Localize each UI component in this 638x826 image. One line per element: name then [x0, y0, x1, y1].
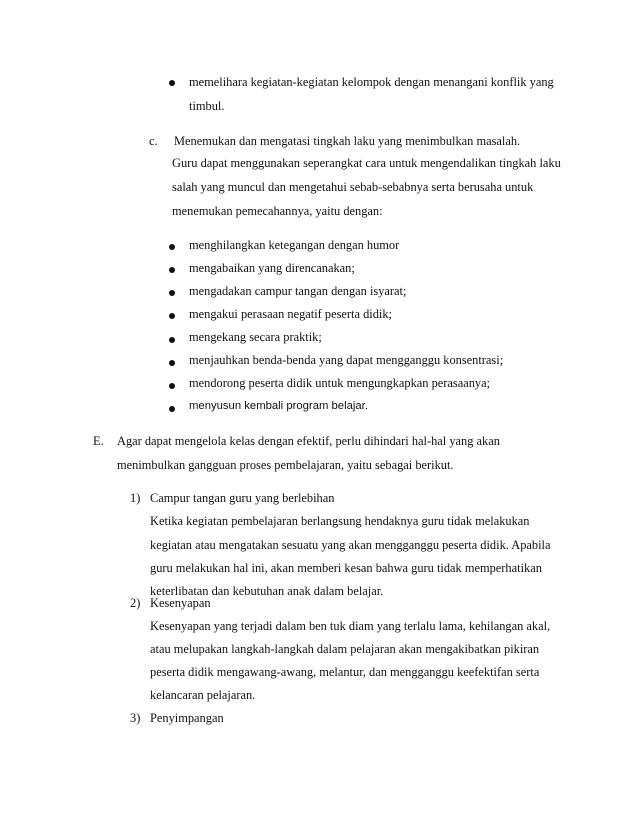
list-item: mengabaikan yang direncanakan;: [189, 261, 355, 275]
bullet-text: memelihara kegiatan-kegiatan kelompok dengan menangani konflik yang: [189, 75, 554, 89]
item-number: 1): [130, 491, 141, 505]
section-c-heading: Menemukan dan mengatasi tingkah laku yang menimbulkan masalah.: [174, 134, 521, 148]
item-body-line: atau melupakan langkah-langkah dalam pelajaran akan mengakibatkan pikiran: [150, 642, 540, 656]
list-item: mengakui perasaan negatif peserta didik;: [189, 307, 392, 321]
bullet-dot: [169, 313, 175, 319]
bullet-dot: [169, 406, 175, 412]
item-body-line: kelancaran pelajaran.: [150, 688, 256, 702]
item-body-line: Ketika kegiatan pembelajaran berlangsung hendaknya guru tidak melakukan: [150, 514, 530, 528]
list-item: mengadakan campur tangan dengan isyarat;: [189, 284, 407, 298]
section-e-marker: E.: [93, 434, 104, 448]
section-e-intro: Agar dapat mengelola kelas dengan efektif, perlu dihindari hal-hal yang akan: [117, 434, 500, 448]
section-c-marker: c.: [149, 134, 158, 148]
list-item: menyusun kembali program belajar.: [189, 400, 368, 412]
bullet-dot: [169, 80, 175, 86]
list-item: mendorong peserta didik untuk mengungkapkan perasaanya;: [189, 376, 491, 390]
bullet-dot: [169, 383, 175, 389]
item-title: Campur tangan guru yang berlebihan: [150, 491, 335, 505]
item-body-line: guru melakukan hal ini, akan memberi kesan bahwa guru tidak memperhatikan: [150, 561, 542, 575]
item-body-line: Kesenyapan yang terjadi dalam ben tuk diam yang terlalu lama, kehilangan akal,: [150, 619, 551, 633]
item-body-line: peserta didik mengawang-awang, melantur, dan mengganggu keefektifan serta: [150, 665, 540, 679]
item-body-line: kegiatan atau mengatakan sesuatu yang akan mengganggu peserta didik. Apabila: [150, 538, 551, 552]
item-number: 2): [130, 596, 141, 610]
bullet-dot: [169, 244, 175, 250]
paragraph-line: salah yang muncul dan mengetahui sebab-sebabnya serta berusaha untuk: [172, 180, 534, 194]
item-title: Penyimpangan: [150, 711, 224, 725]
bullet-dot: [169, 360, 175, 366]
item-title: Kesenyapan: [150, 596, 211, 610]
paragraph-line: Guru dapat menggunakan seperangkat cara untuk mengendalikan tingkah laku: [172, 156, 561, 170]
bullet-text-continued: timbul.: [189, 99, 225, 113]
bullet-dot: [169, 337, 175, 343]
item-body-line: keterlibatan dan kebutuhan anak dalam belajar.: [150, 584, 384, 598]
item-number: 3): [130, 711, 141, 725]
bullet-dot: [169, 267, 175, 273]
paragraph-line: menemukan pemecahannya, yaitu dengan:: [172, 204, 383, 218]
list-item: menjauhkan benda-benda yang dapat mengganggu konsentrasi;: [189, 353, 504, 367]
section-e-intro-continued: menimbulkan gangguan proses pembelajaran, yaitu sebagai berikut.: [117, 458, 454, 472]
list-item: menghilangkan ketegangan dengan humor: [189, 238, 400, 252]
bullet-dot: [169, 290, 175, 296]
list-item: mengekang secara praktik;: [189, 330, 322, 344]
